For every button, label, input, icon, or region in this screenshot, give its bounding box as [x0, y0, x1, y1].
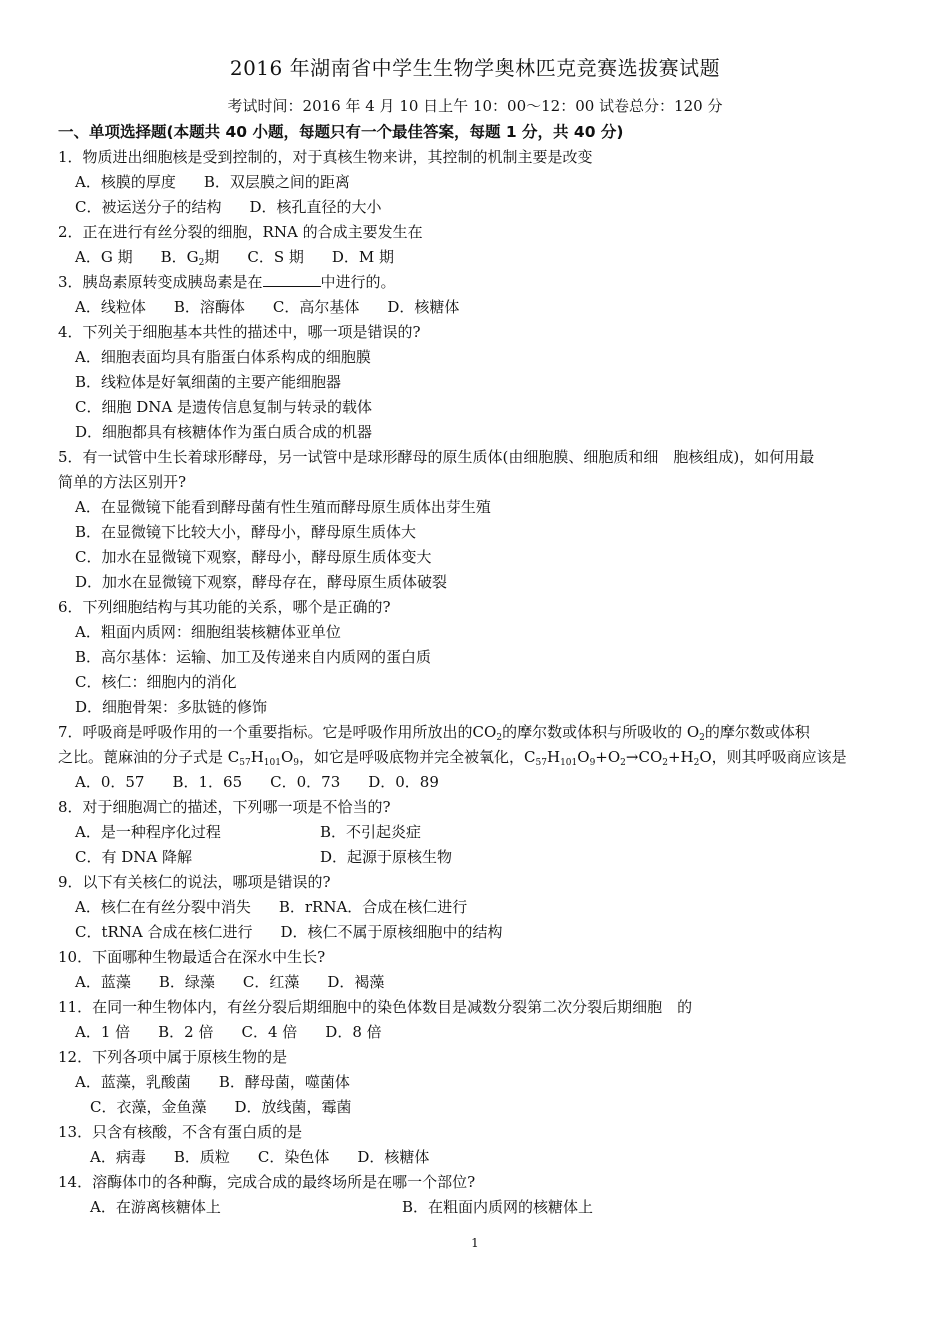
question-5-option-d: D．加水在显微镜下观察，酵母存在，酵母原生质体破裂 [75, 573, 448, 591]
section-heading: 一、单项选择题(本题共 40 小题，每题只有一个最佳答案，每题 1 分，共 40 分) [58, 123, 624, 141]
question-8-options-row2 [75, 846, 452, 867]
question-3-option-c: C．高尔基体 [272, 298, 360, 316]
question-10-options [75, 971, 412, 992]
question-13-stem: 13．只含有核酸，不含有蛋白质的是 [58, 1123, 303, 1141]
question-5-stem-line2: 简单的方法区别开? [58, 473, 187, 491]
question-8-option-b: B．不引起炎症 [320, 823, 422, 841]
question-2-option-c: C．S 期 [247, 248, 304, 266]
page-number: 1 [471, 1236, 479, 1250]
question-4-stem: 4．下列关于细胞基本共性的描述中，哪一项是错误的? [58, 323, 421, 341]
question-12-option-d: D．放线菌，霉菌 [234, 1098, 352, 1116]
question-13-option-b: B．质粒 [173, 1148, 230, 1166]
question-2-option-a: A．G 期 [75, 248, 133, 266]
question-6-option-d: D．细胞骨架：多肽链的修饰 [75, 698, 268, 716]
question-10-option-c: C．红藻 [242, 973, 300, 991]
question-7-option-d: D．0．89 [368, 773, 439, 791]
question-2-stem: 2．正在进行有丝分裂的细胞，RNA 的合成主要发生在 [58, 223, 423, 241]
question-1-options-row1 [75, 171, 378, 192]
question-8-option-a: A．是一种程序化过程 [75, 823, 221, 841]
question-6-option-b: B．高尔基体：运输、加工及传递来自内质网的蛋白质 [75, 648, 432, 666]
question-10-option-d: D．褐藻 [327, 973, 385, 991]
question-1-option-c: C．被运送分子的结构 [75, 198, 222, 216]
question-1-options-row2 [75, 196, 410, 217]
question-4-option-d: D．细胞都具有核糖体作为蛋白质合成的机器 [75, 423, 373, 441]
question-7-options [75, 771, 467, 792]
question-1-option-b: B．双层膜之间的距离 [203, 173, 350, 191]
question-12-options-row2 [90, 1096, 380, 1117]
question-2-option-d: D．M 期 [331, 248, 395, 266]
question-10-option-b: B．绿藻 [158, 973, 215, 991]
question-11-option-b: B．2 倍 [158, 1023, 214, 1041]
question-11-option-a: A．1 倍 [75, 1023, 131, 1041]
question-6-option-c: C．核仁：细胞内的消化 [75, 673, 237, 691]
question-6-stem: 6．下列细胞结构与其功能的关系，哪个是正确的? [58, 598, 391, 616]
question-4-option-b: B．线粒体是好氧细菌的主要产能细胞器 [75, 373, 342, 391]
question-12-stem: 12．下列各项中属于原核生物的是 [58, 1048, 288, 1066]
question-9-option-c: C．tRNA 合成在核仁进行 [75, 923, 253, 941]
question-13-option-a: A．病毒 [90, 1148, 146, 1166]
question-8-option-d: D．起源于原核生物 [320, 848, 453, 866]
question-14-option-a: A．在游离核糖体上 [90, 1198, 221, 1216]
question-5-option-b: B．在显微镜下比较大小，酵母小，酵母原生质体大 [75, 523, 417, 541]
question-5-option-a: A．在显微镜下能看到酵母菌有性生殖而酵母原生质体出芽生殖 [75, 498, 491, 516]
question-13-option-c: C．染色体 [257, 1148, 330, 1166]
question-5-stem-line1: 5．有一试管中生长着球形酵母，另一试管中是球形酵母的原生质体(由细胞膜、细胞质和细 胞核组成)，如何用最 [58, 448, 815, 466]
question-7-option-a: A．0．57 [75, 773, 145, 791]
question-10-option-a: A．蓝藻 [75, 973, 131, 991]
question-1-stem: 1．物质进出细胞核是受到控制的，对于真核生物来讲，其控制的机制主要是改变 [58, 148, 593, 166]
question-13-option-d: D．核糖体 [357, 1148, 430, 1166]
question-10-stem: 10．下面哪种生物最适合在深水中生长? [58, 948, 326, 966]
question-12-option-b: B．酵母菌，噬菌体 [218, 1073, 350, 1091]
question-9-options-row2 [75, 921, 531, 942]
question-9-stem: 9．以下有关核仁的说法，哪项是错误的? [58, 873, 331, 891]
question-11-option-d: D．8 倍 [325, 1023, 382, 1041]
question-2-option-b: B．$G_2$期 [160, 248, 220, 268]
question-14-options [90, 1196, 593, 1217]
question-12-options-row1 [75, 1071, 378, 1092]
question-3-option-b: B．溶酶体 [173, 298, 245, 316]
question-5-option-c: C．加水在显微镜下观察，酵母小，酵母原生质体变大 [75, 548, 432, 566]
question-8-option-c: C．有 DNA 降解 [75, 848, 192, 866]
question-13-options [90, 1146, 457, 1167]
question-2-options [75, 246, 422, 268]
question-9-option-b: B．rRNA．合成在核仁进行 [278, 898, 468, 916]
question-12-option-c: C．衣藻，金鱼藻 [90, 1098, 207, 1116]
question-7-option-b: B．1．65 [172, 773, 243, 791]
question-11-option-c: C．4 倍 [241, 1023, 298, 1041]
question-11-options [75, 1021, 410, 1042]
question-1-option-d: D．核孔直径的大小 [249, 198, 382, 216]
question-7-stem-line2: 之比。蓖麻油的分子式是 $C_{57}H_{101}O_9$，如它是呼吸底物并完全被氧化，$C_{57}H_{101}O_9+O_2\to CO_2+H_2O$，则其呼吸商应该是 [58, 748, 847, 768]
question-8-stem: 8．对于细胞凋亡的描述，下列哪一项是不恰当的? [58, 798, 391, 816]
question-11-stem: 11．在同一种生物体内，有丝分裂后期细胞中的染色体数目是减数分裂第二次分裂后期细胞 的 [58, 998, 693, 1016]
question-3-stem: 3．胰岛素原转变成胰岛素是在 中进行的。 [58, 273, 396, 291]
question-9-option-a: A．核仁在有丝分裂中消失 [75, 898, 251, 916]
question-3-option-d: D．核糖体 [387, 298, 460, 316]
exam-meta: 考试时间：2016 年 4 月 10 日上午 10：00～12：00 试卷总分：120 分 [227, 97, 723, 115]
question-14-stem: 14．溶酶体巾的各种酶，完成合成的最终场所是在哪一个部位? [58, 1173, 476, 1191]
answer-blank [263, 272, 321, 287]
question-7-stem-line1: 7．呼吸商是呼吸作用的一个重要指标。它是呼吸作用所放出的$CO_2$的摩尔数或体积与所吸收的 $O_2$的摩尔数或体积 [58, 723, 810, 743]
question-1-option-a: A．核膜的厚度 [75, 173, 176, 191]
question-4-option-a: A．细胞表面均具有脂蛋白体系构成的细胞膜 [75, 348, 371, 366]
question-9-option-d: D．核仁不属于原核细胞中的结构 [280, 923, 503, 941]
question-9-options-row1 [75, 896, 495, 917]
question-7-option-c: C．0．73 [270, 773, 341, 791]
question-3-option-a: A．线粒体 [75, 298, 146, 316]
question-6-option-a: A．粗面内质网：细胞组装核糖体亚单位 [75, 623, 341, 641]
question-14-option-b: B．在粗面内质网的核糖体上 [402, 1198, 594, 1216]
question-4-option-c: C．细胞 DNA 是遗传信息复制与转录的载体 [75, 398, 372, 416]
question-3-options [75, 296, 487, 317]
page-title: 2016 年湖南省中学生生物学奥林匹克竞赛选拔赛试题 [229, 56, 721, 80]
question-12-option-a: A．蓝藻，乳酸菌 [75, 1073, 191, 1091]
question-8-options-row1 [75, 821, 421, 842]
